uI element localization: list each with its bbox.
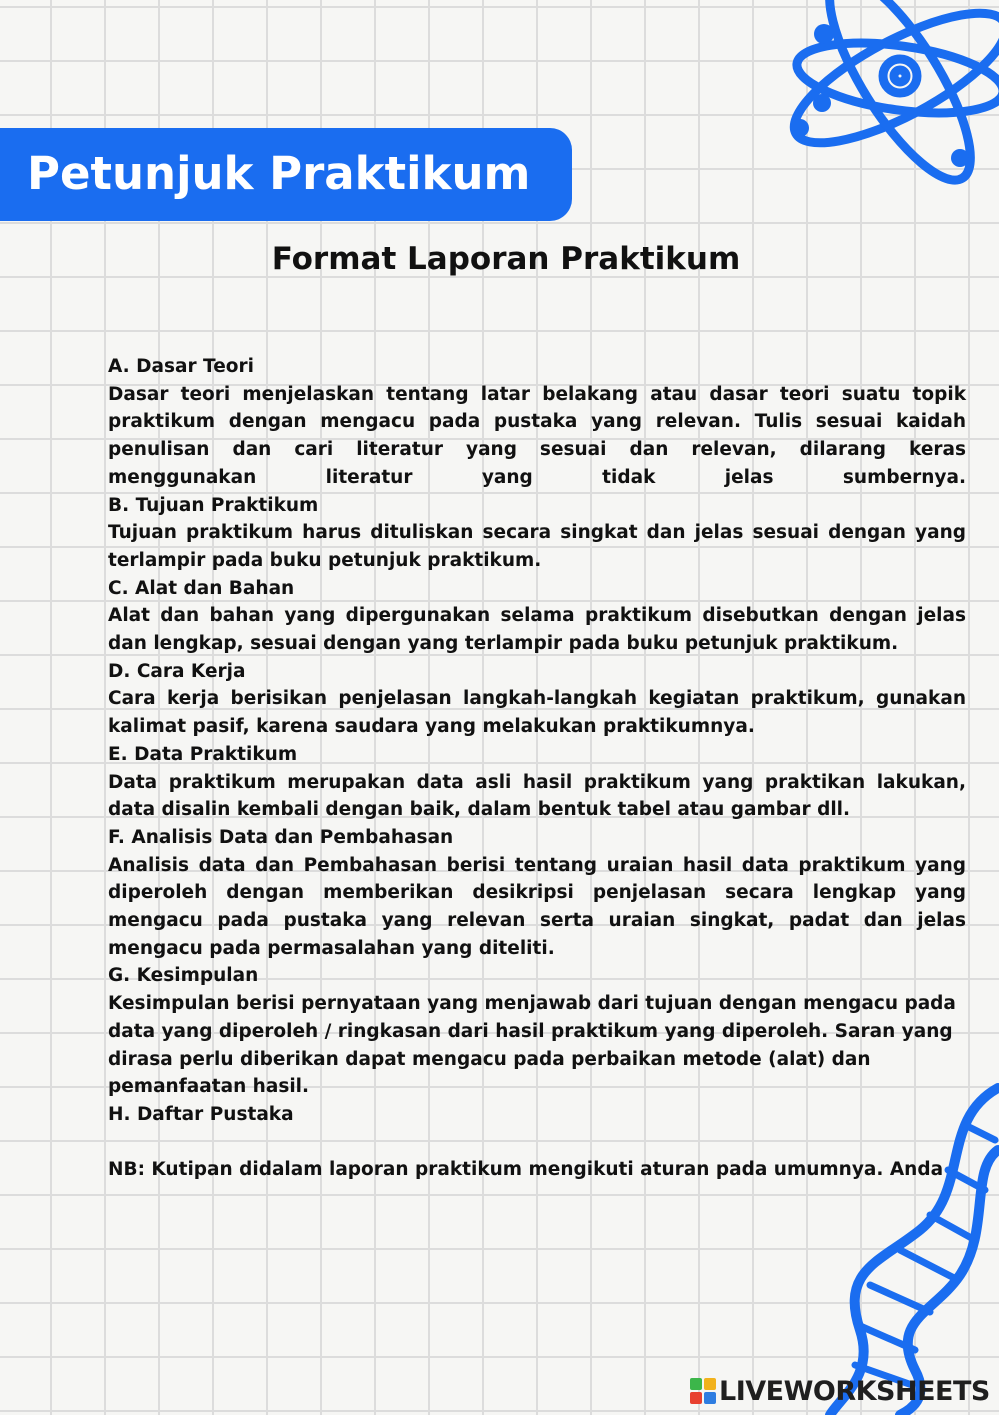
section-body-dasar-teori: Dasar teori menjelaskan tentang latar belakang atau dasar teori suatu topik praktikum dengan mengacu pada pustaka yang relevan. Tulis sesuai kaidah penulisan dan cari literatur yang sesuai dan relevan, dilarang keras menggunakan literatur yang tidak jelas sumbernya.: [108, 383, 966, 488]
dna-icon: [820, 1080, 999, 1415]
section-body-data-praktikum: Data praktikum merupakan data asli hasil praktikum yang praktikan lakukan, data disalin kembali dengan baik, dalam bentuk tabel atau gambar dll.: [108, 771, 966, 821]
header-banner: [0, 128, 572, 221]
logo-mark-icon: [690, 1378, 716, 1404]
section-body-analisis-data: Analisis data dan Pembahasan berisi tentang uraian hasil data praktikum yang diperoleh dengan memberikan desikripsi penjelasan secara lengkap yang mengacu pada pustaka yang relevan serta uraian singkat, padat dan jelas mengacu pada permasalahan yang diteliti.: [108, 854, 966, 959]
section-heading-alat-dan-bahan: C. Alat dan Bahan: [108, 577, 295, 599]
section-heading-dasar-teori: A. Dasar Teori: [108, 356, 254, 377]
section-heading-data-praktikum: E. Data Praktikum: [108, 743, 298, 765]
section-body-tujuan-praktikum: Tujuan praktikum harus dituliskan secara singkat dan jelas sesuai dengan yang terlampir pada buku petunjuk praktikum.: [108, 522, 966, 571]
section-body-kesimpulan: Kesimpulan berisi pernyataan yang menjawab dari tujuan dengan mengacu pada data yang diperoleh / ringkasan dari hasil praktikum yang diperoleh. Saran yang dirasa perlu diberikan dapat mengacu pada perbaikan metode (alat) dan pemanfaatan hasil.: [108, 993, 956, 1098]
atom-icon: [760, 0, 999, 225]
page-title: Petunjuk Praktikum: [27, 147, 531, 200]
section-heading-cara-kerja: D. Cara Kerja: [108, 660, 246, 682]
logo-text: LIVEWORKSHEETS: [719, 1375, 990, 1407]
section-heading-tujuan-praktikum: B. Tujuan Praktikum: [108, 494, 319, 516]
liveworksheets-logo: [690, 1375, 990, 1407]
section-heading-analisis-data: F. Analisis Data dan Pembahasan: [108, 826, 454, 848]
section-body-alat-dan-bahan: Alat dan bahan yang dipergunakan selama praktikum disebutkan dengan jelas dan lengkap, sesuai dengan yang terlampir pada buku petunjuk praktikum.: [108, 605, 966, 655]
section-heading-kesimpulan: G. Kesimpulan: [108, 965, 259, 987]
report-format-list: [108, 353, 966, 1184]
section-title: Format Laporan Praktikum: [271, 241, 741, 277]
section-body-cara-kerja: Cara kerja berisikan penjelasan langkah-langkah kegiatan praktikum, gunakan kalimat pasif, karena saudara yang melakukan praktikumnya.: [108, 688, 966, 738]
note-text: NB: Kutipan didalam laporan praktikum mengikuti aturan pada umumnya. Anda: [108, 1159, 944, 1181]
section-heading-daftar-pustaka: H. Daftar Pustaka: [108, 1103, 294, 1125]
